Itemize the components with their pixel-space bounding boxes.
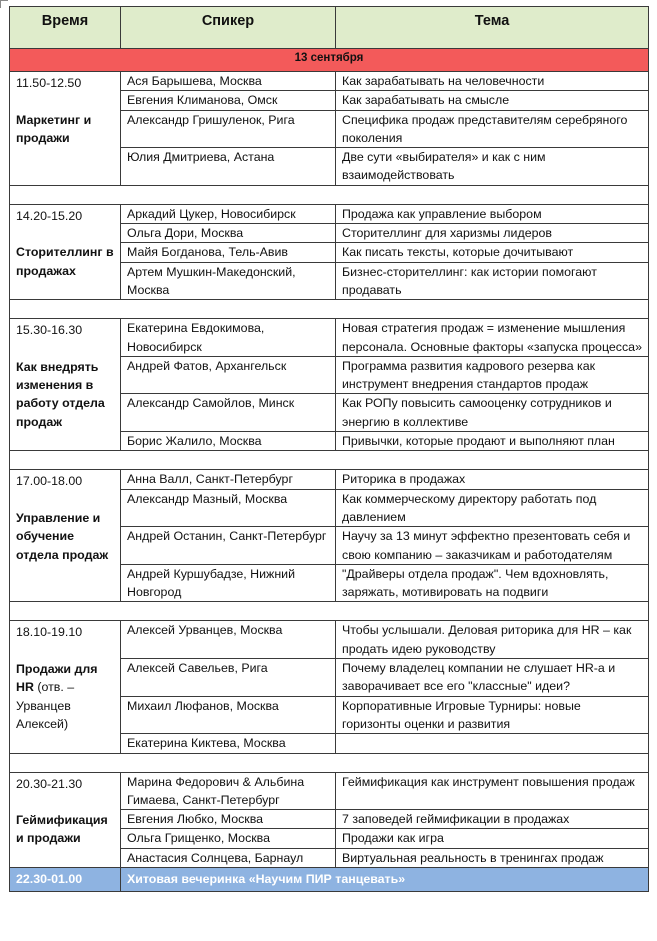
- talk-row: [10, 72, 649, 91]
- session-cell: [10, 621, 121, 753]
- talk-row: [10, 204, 649, 223]
- date-row: [10, 49, 649, 72]
- spacer-row: [10, 185, 649, 204]
- speaker-cell: Андрей Куршубадзе, Нижний Новгород: [121, 564, 336, 602]
- spacer-row: [10, 602, 649, 621]
- session-time: 17.00-18.00: [16, 474, 83, 489]
- final-time: 22.30-01.00: [10, 867, 121, 891]
- spacer-cell: [10, 300, 649, 319]
- speaker-cell: Анастасия Солнцева, Барнаул: [121, 848, 336, 867]
- session-title-note: (отв. – Урванцев Алексей): [16, 680, 75, 731]
- header-topic: Тема: [336, 7, 649, 49]
- final-event-row: [10, 867, 649, 891]
- speaker-cell: Аркадий Цукер, Новосибирск: [121, 204, 336, 223]
- talk-row: [10, 470, 649, 489]
- speaker-cell: Екатерина Киктева, Москва: [121, 734, 336, 753]
- speaker-cell: Артем Мушкин-Македонский, Москва: [121, 262, 336, 300]
- spacer-cell: [10, 602, 649, 621]
- speaker-cell: Александр Гришуленок, Рига: [121, 110, 336, 148]
- speaker-cell: Александр Мазный, Москва: [121, 489, 336, 527]
- topic-cell: Новая стратегия продаж = изменение мышления персонала. Основные факторы «запуска процесса»: [336, 319, 649, 357]
- topic-cell: Бизнес-сторителлинг: как истории помогают продавать: [336, 262, 649, 300]
- speaker-cell: Анна Валл, Санкт-Петербург: [121, 470, 336, 489]
- session-cell: [10, 204, 121, 299]
- session-title: Как внедрять изменения в работу отдела продаж: [16, 359, 105, 429]
- window-corner-mark: [0, 0, 8, 8]
- header-row: [10, 7, 649, 49]
- talk-row: [10, 772, 649, 810]
- header-speaker: Спикер: [121, 7, 336, 49]
- session-title: Маркетинг и продажи: [16, 112, 92, 145]
- spacer-cell: [10, 451, 649, 470]
- session-time: 15.30-16.30: [16, 323, 83, 338]
- schedule-table: [9, 6, 649, 892]
- spacer-row: [10, 451, 649, 470]
- topic-cell: Виртуальная реальность в тренингах продаж: [336, 848, 649, 867]
- spacer-row: [10, 300, 649, 319]
- final-event: Хитовая вечеринка «Научим ПИР танцевать»: [121, 867, 649, 891]
- speaker-cell: Андрей Фатов, Архангельск: [121, 356, 336, 394]
- session-title: Управление и обучение отдела продаж: [16, 510, 109, 562]
- speaker-cell: Ольга Грищенко, Москва: [121, 829, 336, 848]
- speaker-cell: Евгения Любко, Москва: [121, 810, 336, 829]
- speaker-cell: Александр Самойлов, Минск: [121, 394, 336, 432]
- topic-cell: Специфика продаж представителям серебряного поколения: [336, 110, 649, 148]
- session-cell: [10, 470, 121, 602]
- speaker-cell: Марина Федорович & Альбина Гимаева, Санкт-Петербург: [121, 772, 336, 810]
- session-time: 20.30-21.30: [16, 776, 83, 791]
- topic-cell: Почему владелец компании не слушает HR-а и заворачивает все его "классные" идеи?: [336, 659, 649, 697]
- topic-cell: Геймификация как инструмент повышения продаж: [336, 772, 649, 810]
- session-title: Продажи для HR: [16, 662, 98, 695]
- session-cell: [10, 319, 121, 451]
- topic-cell: Чтобы услышали. Деловая риторика для HR – как продать идею руководству: [336, 621, 649, 659]
- speaker-cell: Екатерина Евдокимова, Новосибирск: [121, 319, 336, 357]
- topic-cell: Продажи как игра: [336, 829, 649, 848]
- header-time: Время: [10, 7, 121, 49]
- session-time: 14.20-15.20: [16, 208, 83, 223]
- topic-cell: Продажа как управление выбором: [336, 204, 649, 223]
- topic-cell: Как писать тексты, которые дочитывают: [336, 243, 649, 262]
- spacer-row: [10, 753, 649, 772]
- topic-cell: Как зарабатывать на смысле: [336, 91, 649, 110]
- talk-row: [10, 621, 649, 659]
- topic-cell: Программа развития кадрового резерва как инструмент внедрения стандартов продаж: [336, 356, 649, 394]
- speaker-cell: Андрей Останин, Санкт-Петербург: [121, 527, 336, 565]
- spacer-cell: [10, 753, 649, 772]
- topic-cell: "Драйверы отдела продаж". Чем вдохновлять, заряжать, мотивировать на подвиги: [336, 564, 649, 602]
- spacer-cell: [10, 185, 649, 204]
- topic-cell: Научу за 13 минут эффектно презентовать себя и свою компанию – заказчикам и работодателям: [336, 527, 649, 565]
- speaker-cell: Юлия Дмитриева, Астана: [121, 148, 336, 186]
- date-label: 13 сентября: [10, 49, 649, 72]
- topic-cell: Привычки, которые продают и выполняют план: [336, 432, 649, 451]
- session-cell: [10, 72, 121, 186]
- session-title: Геймификация и продажи: [16, 813, 108, 846]
- topic-cell: Как зарабатывать на человечности: [336, 72, 649, 91]
- topic-cell: Корпоративные Игровые Турниры: новые горизонты оценки и развития: [336, 696, 649, 734]
- session-cell: [10, 772, 121, 867]
- session-time: 11.50-12.50: [16, 76, 82, 90]
- speaker-cell: Михаил Люфанов, Москва: [121, 696, 336, 734]
- topic-cell: Как коммерческому директору работать под давлением: [336, 489, 649, 527]
- speaker-cell: Ася Барышева, Москва: [121, 72, 336, 91]
- speaker-cell: Алексей Савельев, Рига: [121, 659, 336, 697]
- speaker-cell: Евгения Климанова, Омск: [121, 91, 336, 110]
- speaker-cell: Борис Жалило, Москва: [121, 432, 336, 451]
- topic-cell: [336, 734, 649, 753]
- talk-row: [10, 319, 649, 357]
- topic-cell: Риторика в продажах: [336, 470, 649, 489]
- topic-cell: Две сути «выбирателя» и как с ним взаимодействовать: [336, 148, 649, 186]
- topic-cell: Как РОПу повысить самооценку сотрудников и энергию в коллективе: [336, 394, 649, 432]
- topic-cell: Сторителлинг для харизмы лидеров: [336, 224, 649, 243]
- speaker-cell: Ольга Дори, Москва: [121, 224, 336, 243]
- topic-cell: 7 заповедей геймификации в продажах: [336, 810, 649, 829]
- session-time: 18.10-19.10: [16, 625, 83, 640]
- speaker-cell: Алексей Урванцев, Москва: [121, 621, 336, 659]
- session-title: Сторителлинг в продажах: [16, 245, 114, 278]
- speaker-cell: Майя Богданова, Тель-Авив: [121, 243, 336, 262]
